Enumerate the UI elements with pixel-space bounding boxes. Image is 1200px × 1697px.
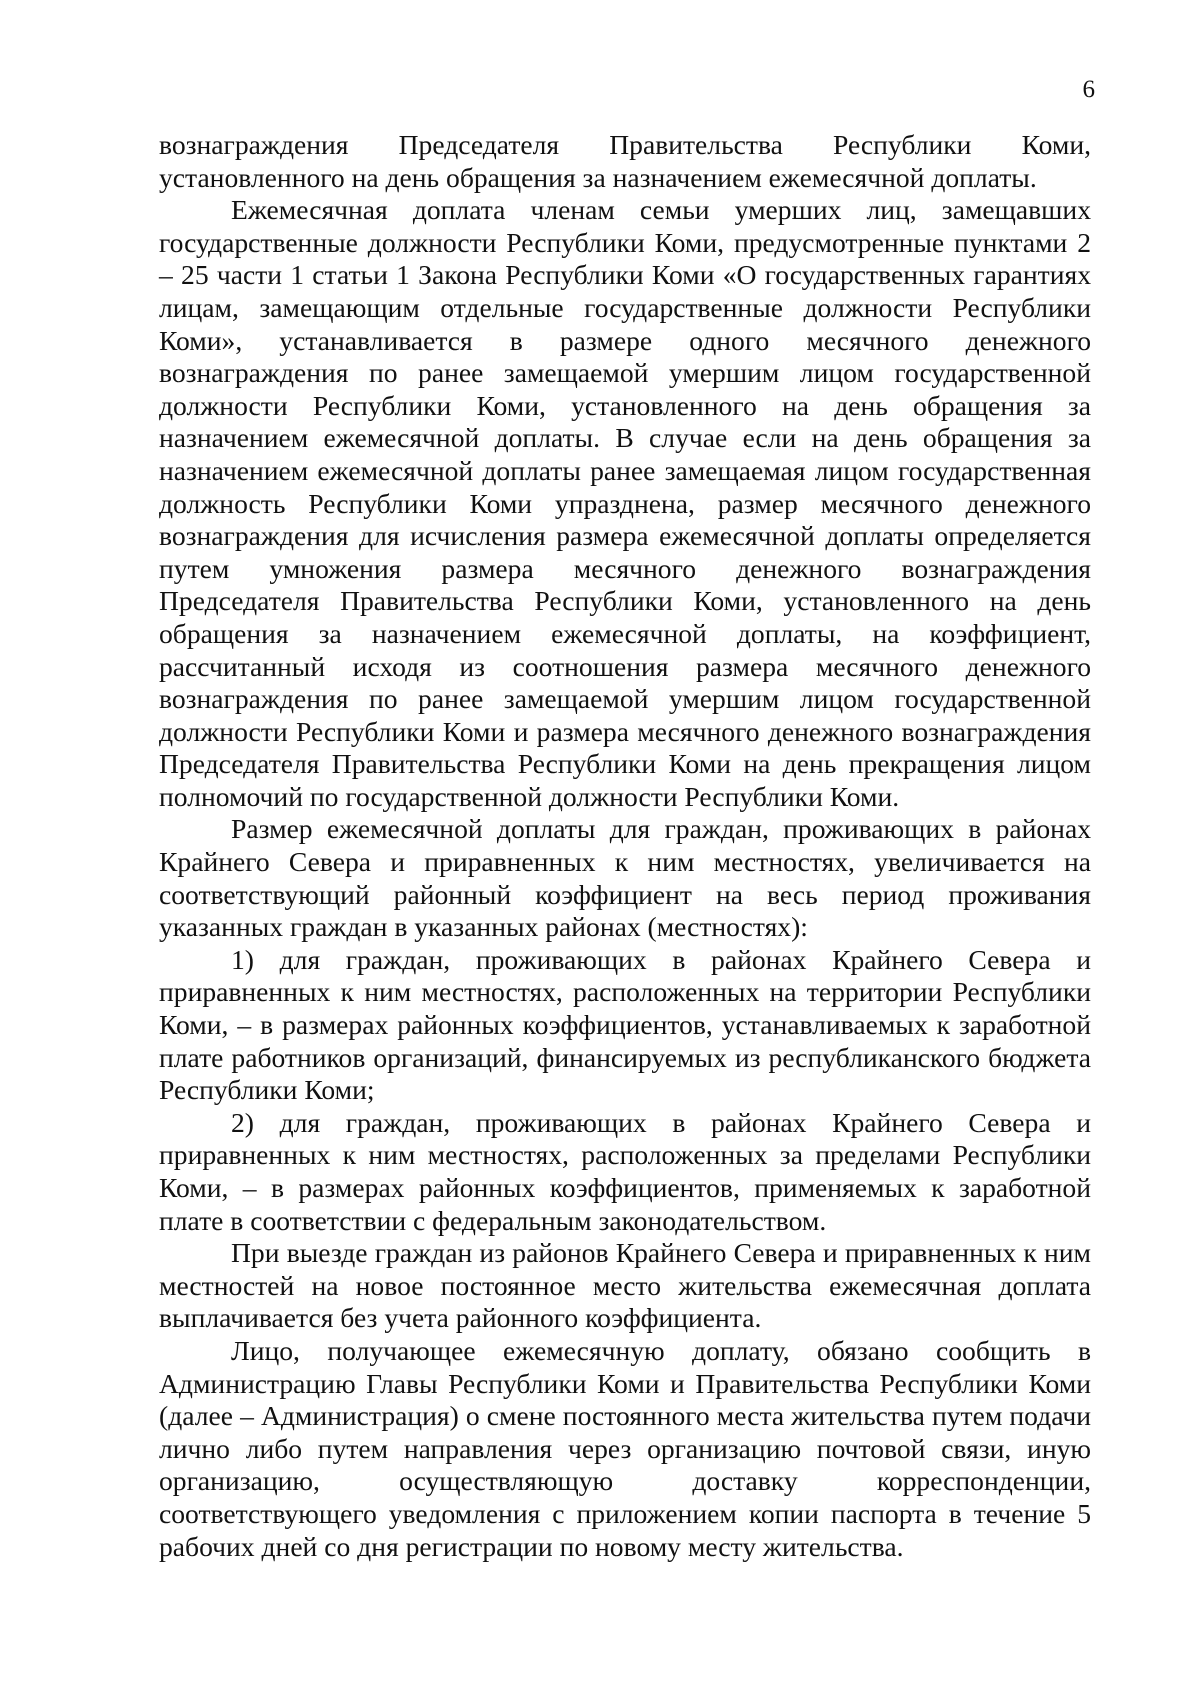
- paragraph-notification-duty: Лицо, получающее ежемесячную доплату, обязано сообщить в Администрацию Главы Республики Коми и Правительства Республики Коми (далее – Администрация) о смене постоянного места жительства путем подачи лично либо путем направления через организацию почтовой связи, иную организацию, осуществляющую доставку корреспонденции, соответствующего уведомления с приложением копии паспорта в течение 5 рабочих дней со дня регистрации по новому месту жительства.: [159, 1334, 1091, 1562]
- list-item-2-outside-komi: 2) для граждан, проживающих в районах Крайнего Севера и приравненных к ним местностях, расположенных за пределами Республики Коми, – в размерах районных коэффициентов, применяемых к заработной плате в соответствии с федеральным законодательством.: [159, 1106, 1091, 1236]
- paragraph-relocation: При выезде граждан из районов Крайнего Севера и приравненных к ним местностей на новое постоянное место жительства ежемесячная доплата выплачивается без учета районного коэффициента.: [159, 1237, 1091, 1334]
- page-number: 6: [1082, 76, 1095, 103]
- paragraph-continuation: вознаграждения Председателя Правительства Республики Коми, установленного на день обращения за назначением ежемесячной доплаты.: [159, 129, 1091, 193]
- paragraph-far-north-coefficient: Размер ежемесячной доплаты для граждан, проживающих в районах Крайнего Севера и приравненных к ним местностях, увеличивается на соответствующий районный коэффициент на весь период проживания указанных граждан в указанных районах (местностях):: [159, 813, 1091, 943]
- document-body: [159, 129, 1091, 1563]
- list-item-1-komi-territory: 1) для граждан, проживающих в районах Крайнего Севера и приравненных к ним местностях, расположенных на территории Республики Коми, – в размерах районных коэффициентов, устанавливаемых к заработной плате работников организаций, финансируемых из республиканского бюджета Республики Коми;: [159, 943, 1091, 1106]
- paragraph-family-members-supplement: Ежемесячная доплата членам семьи умерших лиц, замещавших государственные должности Республики Коми, предусмотренные пунктами 2 – 25 части 1 статьи 1 Закона Республики Коми «О государственных гарантиях лицам, замещающим отдельные государственные должности Республики Коми», устанавливается в размере одного месячного денежного вознаграждения по ранее замещаемой умершим лицом государственной должности Республики Коми, установленного на день обращения за назначением ежемесячной доплаты. В случае если на день обращения за назначением ежемесячной доплаты ранее замещаемая лицом государственная должность Республики Коми упразднена, размер месячного денежного вознаграждения для исчисления размера ежемесячной доплаты определяется путем умножения размера месячного денежного вознаграждения Председателя Правительства Республики Коми, установленного на день обращения за назначением ежемесячной доплаты, на коэффициент, рассчитанный исходя из соотношения размера месячного денежного вознаграждения по ранее замещаемой умершим лицом государственной должности Республики Коми и размера месячного денежного вознаграждения Председателя Правительства Республики Коми на день прекращения лицом полномочий по государственной должности Республики Коми.: [159, 194, 1091, 812]
